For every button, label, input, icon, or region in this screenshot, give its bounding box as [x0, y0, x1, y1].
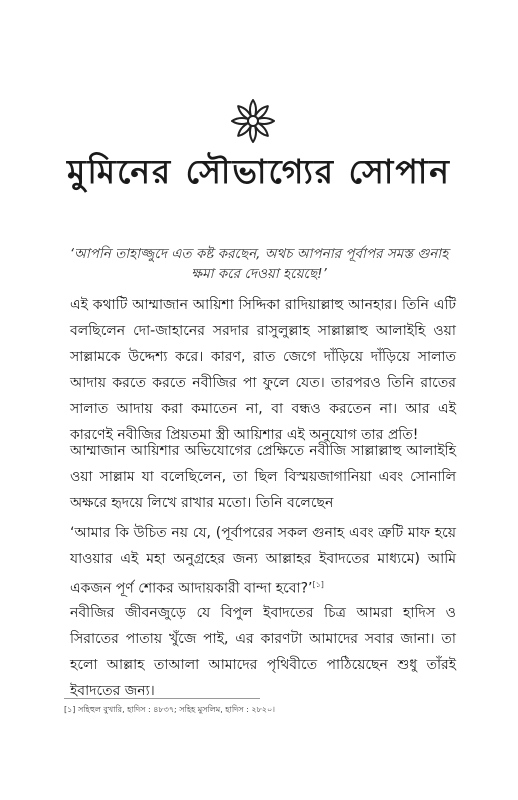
footnote: [১] সহিহুল বুখারি, হাদিস : ৪৮৩৭; সহিহ মুসলিম, হাদিস : ২৮২০।	[64, 705, 276, 714]
eight-petal-flower-icon	[228, 96, 278, 146]
paragraph-3-quote	[70, 520, 456, 602]
paragraph-4: নবীজির জীবনজুড়ে যে বিপুল ইবাদতের চিত্র আমরা হাদিস ও সিরাতের পাতায় খুঁজে পাই, এর কারণটা আমাদের সবার জানা। তা হলো আল্লাহ তাআলা আমাদের পৃথিবীতে পাঠিয়েছেন শুধু তাঁরই ইবাদতের জন্য।	[70, 605, 456, 699]
paragraph-1: এই কথাটি আম্মাজান আয়িশা সিদ্দিকা রাদিয়াল্লাহু আনহার। তিনি এটি বলছিলেন দো-জাহানের সরদার রাসুলুল্লাহ সাল্লাল্লাহু আলাইহি ওয়া সাল্লামকে উদ্দেশ্য করে। কারণ, রাত জেগে দাঁড়িয়ে দাঁড়িয়ে সালাত আদায় করতে করতে নবীজির পা ফুলে যেত। তারপরও তিনি রাতের সালাত আদায় করা কমাতেন না, বা বন্ধও করতেন না। আর এই কারণেই নবীজির প্রিয়তমা স্ত্রী আয়িশার এই অনুযোগ তার প্রতি!	[70, 297, 456, 443]
epigraph-quote: ‘আপনি তাহাজ্জুদে এত কষ্ট করছেন, অথচ আপনার পূর্বাপর সমস্ত গুনাহ ক্ষমা করে দেওয়া হয়েছে!’	[69, 246, 449, 282]
chapter-title: মুমিনের সৌভাগ্যের সোপান	[67, 152, 451, 191]
footnote-divider	[64, 698, 260, 699]
paragraph-2: আম্মাজান আয়িশার অভিযোগের প্রেক্ষিতে নবীজি সাল্লাল্লাহু আলাইহি ওয়া সাল্লাম যা বলেছিলেন, তা ছিল বিস্ময়জাগানিয়া এবং সোনালি অক্ষরে হৃদয়ে লিখে রাখার মতো। তিনি বলেছেন	[70, 443, 456, 511]
footnote-reference[interactable]: [১]	[312, 580, 324, 589]
quote-text: ‘আমার কি উচিত নয় যে, (পূর্বাপরের সকল গুনাহ এবং ত্রুটি মাফ হয়ে যাওয়ার এই মহা অনুগ্রহের জন্য আল্লাহর ইবাদতের মাধ্যমে) আমি একজন পূর্ণ শোকর আদায়কারী বান্দা হবো?’	[70, 525, 456, 597]
